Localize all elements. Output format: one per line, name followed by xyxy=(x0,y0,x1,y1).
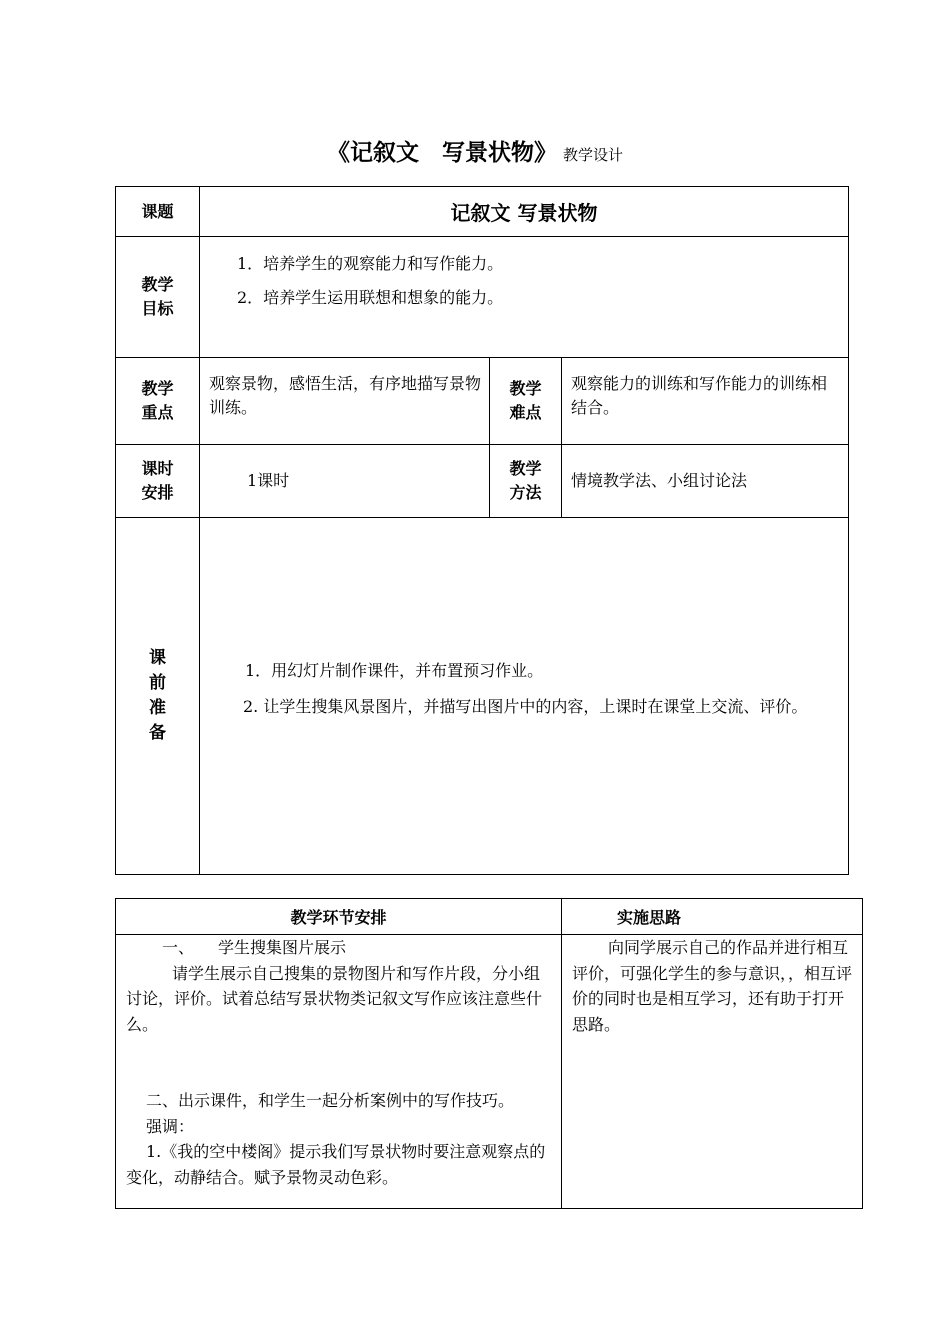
goals-label: 教学 目标 xyxy=(116,237,200,358)
prep-list xyxy=(200,653,848,739)
hours-value: 1课时 xyxy=(247,471,290,490)
spacer xyxy=(126,1037,553,1088)
difficulty-cell xyxy=(562,358,849,445)
lesson-info-table xyxy=(115,186,849,875)
title-sub: 教学设计 xyxy=(562,146,623,164)
goal-item: 2．培养学生运用联想和想象的能力。 xyxy=(237,288,504,307)
prep-label: 课 前 准 备 xyxy=(116,518,200,875)
method-value: 情境教学法、小组讨论法 xyxy=(571,471,748,490)
prep-cell xyxy=(200,518,849,875)
step2-title: 二、出示课件，和学生一起分析案例中的写作技巧。 xyxy=(146,1091,515,1110)
process-table xyxy=(115,898,863,1209)
title-main: 《记叙文 写景状物》 xyxy=(326,139,557,166)
topic-label: 课题 xyxy=(116,187,200,237)
process-col2-header: 实施思路 xyxy=(562,899,863,935)
process-col1-header: 教学环节安排 xyxy=(116,899,562,935)
prep-item: 2. 让学生搜集风景图片，并描写出图片中的内容，上课时在课堂上交流、评价。 xyxy=(243,697,808,716)
goal-item: 1．培养学生的观察能力和写作能力。 xyxy=(237,254,504,273)
hours-label: 课时 安排 xyxy=(116,445,200,518)
difficulty-value: 观察能力的训练和写作能力的训练相结合。 xyxy=(571,374,828,417)
emphasis-label: 强调： xyxy=(146,1116,195,1136)
implementation-notes: 向同学展示自己的作品并进行相互评价，可强化学生的参与意识，，相互评价的同时也是相互学习，还有助于打开思路。 xyxy=(572,938,853,1034)
emphasis-point-1: 1.《我的空中楼阁》提示我们写景状物时要注意观察点的变化，动静结合。赋予景物灵动色彩。 xyxy=(126,1142,546,1187)
hours-cell xyxy=(200,445,490,518)
prep-item: 1．用幻灯片制作课件，并布置预习作业。 xyxy=(245,661,544,680)
document-title xyxy=(0,134,950,167)
difficulty-label: 教学 难点 xyxy=(490,358,562,445)
method-cell xyxy=(562,445,849,518)
step1-title: 一、 学生搜集图片展示 xyxy=(162,938,347,957)
key-cell xyxy=(200,358,490,445)
key-value: 观察景物，感悟生活，有序地描写景物训练。 xyxy=(209,374,482,417)
method-label: 教学 方法 xyxy=(490,445,562,518)
goals-cell xyxy=(200,237,849,358)
key-label: 教学 重点 xyxy=(116,358,200,445)
topic-value: 记叙文 写景状物 xyxy=(200,187,849,237)
step1-body: 请学生展示自己搜集的景物图片和写作片段，分小组讨论，评价。试着总结写景状物类记叙文写作应该注意些什么。 xyxy=(126,963,543,1034)
goals-list xyxy=(200,237,848,315)
process-notes-cell xyxy=(562,935,863,1209)
process-steps-cell xyxy=(116,935,562,1209)
